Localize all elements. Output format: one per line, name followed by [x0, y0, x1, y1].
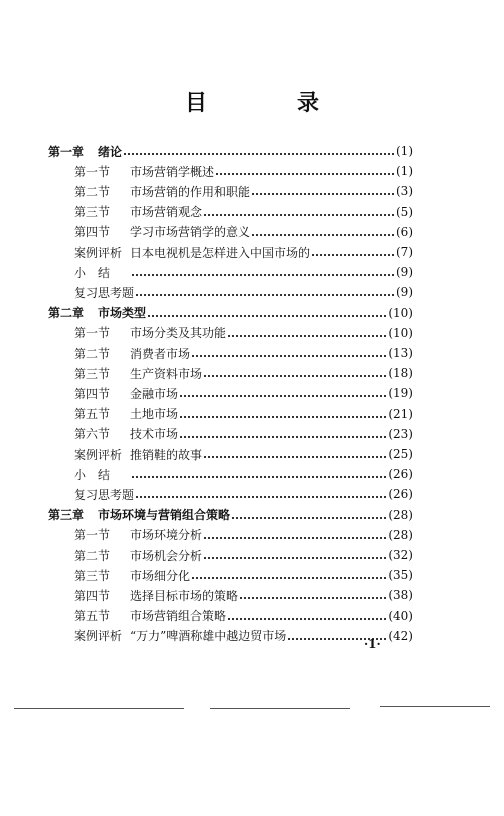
- toc-entry-page: (38): [388, 588, 413, 603]
- toc-entry-number: 案例评析: [74, 629, 123, 644]
- toc-section-entry[interactable]: [74, 181, 413, 201]
- leader-dots: [312, 254, 394, 256]
- toc-entry-title: 生产资料市场: [130, 366, 203, 381]
- toc-entry-page: (19): [388, 386, 413, 401]
- toc-entry-title: 市场环境分析: [130, 528, 203, 543]
- leader-dots: [252, 193, 394, 195]
- toc-entry-label: [74, 183, 250, 200]
- toc-section-entry[interactable]: [74, 262, 413, 282]
- leader-dots: [148, 315, 386, 317]
- toc-entry-label: [48, 143, 122, 160]
- toc-entry-label: [48, 506, 230, 523]
- toc-entry-label: [74, 567, 190, 584]
- leader-dots: [132, 274, 394, 276]
- toc-section-entry[interactable]: [74, 282, 413, 302]
- toc-entry-page: (10): [388, 325, 413, 340]
- toc-entry-number: 第三章: [48, 508, 85, 523]
- toc-entry-title: 市场营销的作用和职能: [130, 184, 251, 199]
- toc-section-entry[interactable]: [74, 424, 413, 444]
- toc-entry-page: (5): [396, 204, 413, 219]
- toc-chapter-entry[interactable]: [48, 141, 413, 161]
- leader-dots: [216, 173, 394, 175]
- leader-dots: [132, 476, 386, 478]
- toc-entry-page: (40): [388, 608, 413, 623]
- bottom-rule-left: [14, 708, 184, 709]
- toc-entry-label: [74, 607, 226, 624]
- toc-entry-label: [74, 587, 238, 604]
- page-number: ·1·: [364, 637, 381, 651]
- toc-entry-label: [74, 264, 130, 281]
- toc-entry-label: [74, 425, 178, 442]
- toc-entry-number: 第三节: [74, 366, 111, 381]
- toc-section-entry[interactable]: [74, 606, 413, 626]
- toc-section-entry[interactable]: [74, 343, 413, 363]
- leader-dots: [180, 395, 386, 397]
- page-title: 目 录: [184, 91, 353, 116]
- toc-entry-label: [74, 284, 134, 301]
- leader-dots: [228, 618, 386, 620]
- toc-entry-number: 第五节: [74, 407, 111, 422]
- toc-entry-title: 日本电视机是怎样进入中国市场的: [130, 245, 311, 260]
- toc-section-entry[interactable]: [74, 383, 413, 403]
- leader-dots: [228, 335, 386, 337]
- toc-entry-title: 市场细分化: [130, 568, 191, 583]
- toc-entry-page: (1): [396, 144, 413, 158]
- leader-dots: [240, 597, 386, 599]
- toc-entry-title: 市场营销观念: [130, 205, 203, 220]
- toc-entry-title: 市场营销组合策略: [130, 609, 227, 624]
- toc-entry-number: 第四节: [74, 225, 111, 240]
- toc-entry-label: [74, 405, 178, 422]
- leader-dots: [136, 496, 386, 498]
- toc-entry-label: [74, 365, 202, 382]
- toc-entry-page: (28): [388, 507, 413, 522]
- toc-entry-page: (9): [396, 285, 413, 300]
- toc-entry-number: 案例评析: [74, 447, 123, 462]
- toc-entry-number: 小 结: [74, 467, 111, 482]
- toc-section-entry[interactable]: [74, 363, 413, 383]
- toc-entry-title: 消费者市场: [130, 346, 191, 361]
- toc-entry-title: 市场环境与营销组合策略: [98, 508, 231, 523]
- leader-dots: [204, 456, 386, 458]
- toc-entry-number: 第三节: [74, 205, 111, 220]
- toc-entry-label: [74, 345, 190, 362]
- toc-chapter-entry[interactable]: [48, 505, 413, 525]
- toc-entry-number: 第四节: [74, 588, 111, 603]
- leader-dots: [252, 234, 394, 236]
- toc-entry-page: (26): [388, 467, 413, 482]
- toc-entry-title: 市场机会分析: [130, 548, 203, 563]
- leader-dots: [180, 436, 386, 438]
- toc-section-entry[interactable]: [74, 222, 413, 242]
- toc-entry-number: 第五节: [74, 609, 111, 624]
- leader-dots: [192, 577, 386, 579]
- toc-entry-number: 复习思考题: [74, 487, 135, 502]
- toc-entry-page: (7): [396, 245, 413, 259]
- toc-entry-label: [74, 244, 310, 261]
- toc-entry-page: (32): [388, 548, 413, 562]
- toc-entry-title: “万力”啤酒称雄中越边贸市场: [130, 629, 287, 644]
- toc-entry-label: [48, 304, 146, 321]
- toc-section-entry[interactable]: [74, 585, 413, 605]
- toc-section-entry[interactable]: [74, 464, 413, 484]
- toc-entry-title: 选择目标市场的策略: [130, 588, 239, 603]
- toc-entry-label: [74, 223, 250, 240]
- toc-entry-page: (28): [388, 527, 413, 542]
- toc-section-entry[interactable]: [74, 565, 413, 585]
- toc-entry-number: 第六节: [74, 427, 111, 442]
- toc-entry-number: 案例评析: [74, 245, 123, 260]
- toc-entry-title: 市场类型: [98, 306, 147, 321]
- toc-entry-page: (13): [388, 346, 413, 360]
- toc-entry-page: (10): [388, 305, 413, 320]
- toc-entry-number: 第二节: [74, 184, 111, 199]
- toc-entry-page: (42): [388, 628, 413, 643]
- toc-entry-number: 第二节: [74, 548, 111, 563]
- toc-entry-number: 第四节: [74, 386, 111, 401]
- toc-entry-number: 第二节: [74, 346, 111, 361]
- toc-entry-title: 推销鞋的故事: [130, 447, 203, 462]
- toc-entry-page: (35): [388, 568, 413, 583]
- toc-entry-page: (6): [396, 224, 413, 239]
- leader-dots: [204, 537, 386, 539]
- toc-section-entry[interactable]: [74, 242, 413, 262]
- toc-chapter-entry[interactable]: [48, 303, 413, 323]
- toc-entry-title: 学习市场营销学的意义: [130, 225, 251, 240]
- toc-section-entry[interactable]: [74, 202, 413, 222]
- toc-entry-page: (1): [396, 164, 413, 179]
- toc-section-entry[interactable]: [74, 525, 413, 545]
- toc-section-entry[interactable]: [74, 484, 413, 504]
- toc-entry-label: [74, 324, 226, 341]
- toc-entry-label: [74, 627, 286, 644]
- toc-entry-label: [74, 486, 134, 503]
- toc-entry-number: 第三节: [74, 568, 111, 583]
- toc-entry-number: 第一章: [48, 144, 85, 159]
- bottom-rule-middle: [210, 708, 350, 709]
- leader-dots: [192, 355, 386, 357]
- toc-entry-title: 绪论: [98, 144, 123, 159]
- leader-dots: [204, 214, 394, 216]
- leader-dots: [232, 517, 386, 519]
- toc-entry-number: 复习思考题: [74, 285, 135, 300]
- toc-section-entry[interactable]: [74, 323, 413, 343]
- toc-entry-label: [74, 385, 178, 402]
- toc-entry-page: (9): [396, 265, 413, 280]
- toc-entry-label: [74, 203, 202, 220]
- toc-entry-title: 土地市场: [130, 407, 179, 422]
- toc-section-entry[interactable]: [74, 545, 413, 565]
- leader-dots: [204, 375, 386, 377]
- leader-dots: [124, 153, 394, 155]
- bottom-rule-right: [380, 706, 490, 707]
- toc-entry-label: [74, 446, 202, 463]
- toc-entry-page: (26): [388, 487, 413, 502]
- toc-section-entry[interactable]: [74, 404, 413, 424]
- toc-entry-number: 小 结: [74, 265, 111, 280]
- toc-entry-label: [74, 163, 214, 180]
- toc-entry-label: [74, 526, 202, 543]
- toc-entry-page: (3): [396, 184, 413, 199]
- leader-dots: [180, 416, 386, 418]
- toc-entry-number: 第一节: [74, 164, 111, 179]
- toc-section-entry[interactable]: [74, 626, 413, 646]
- toc-entry-page: (23): [388, 426, 413, 441]
- toc-entry-title: 市场营销学概述: [130, 164, 215, 179]
- toc-entry-label: [74, 466, 130, 483]
- toc-entry-label: [74, 547, 202, 564]
- toc-entry-number: 第二章: [48, 306, 85, 321]
- toc-entry-title: 金融市场: [130, 386, 179, 401]
- toc-entry-title: 市场分类及其功能: [130, 326, 227, 341]
- leader-dots: [136, 294, 394, 296]
- toc-entry-title: 技术市场: [130, 427, 179, 442]
- toc-entry-number: 第一节: [74, 528, 111, 543]
- toc-entry-page: (18): [388, 366, 413, 381]
- toc-entry-number: 第一节: [74, 326, 111, 341]
- toc-section-entry[interactable]: [74, 161, 413, 181]
- toc-entry-page: (21): [388, 406, 413, 421]
- toc-entry-page: (25): [388, 447, 413, 461]
- toc-section-entry[interactable]: [74, 444, 413, 464]
- leader-dots: [204, 557, 386, 559]
